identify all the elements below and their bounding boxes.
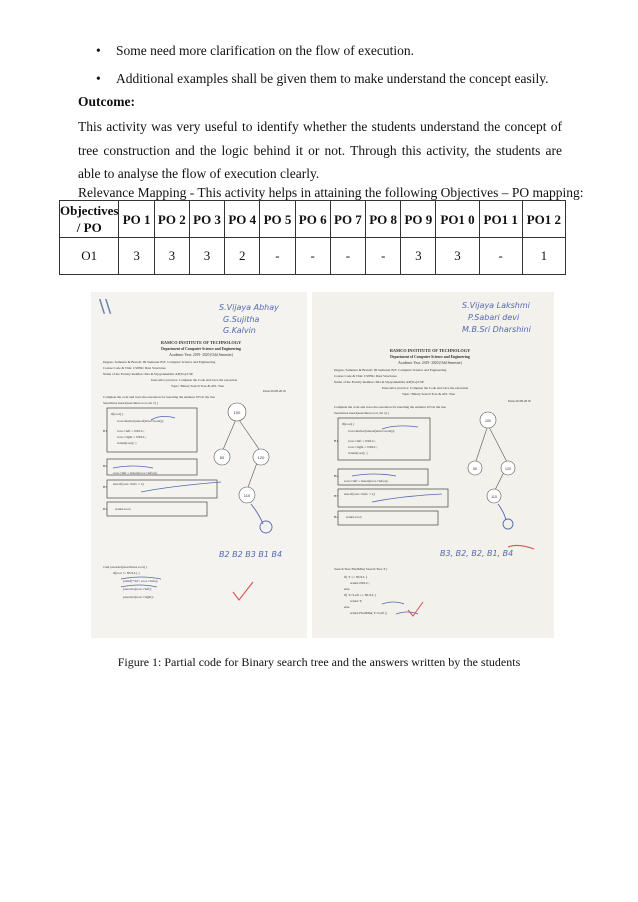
table-header-cell: PO 9 [401,201,436,238]
table-header-cell: PO 1 [119,201,154,238]
tree-node-label: 100 [485,419,491,423]
degree-line: Degree, Semester & Branch: III Semester B.E. Computer Science and Engineering [334,368,447,372]
tree-node-label: 100 [233,410,241,415]
table-cell: - [366,238,401,275]
code-line: else if(root->info < x) [113,482,144,486]
degree-line: Degree, Semester & Branch: III Semester B.E. Computer Science and Engineering [103,360,216,364]
table-row [60,238,566,275]
student-answer-photos [91,292,554,638]
institute-name: RAMCO INSTITUTE OF TECHNOLOGY [160,340,242,345]
code-line: preorder(root->left); [123,587,152,591]
code-line: void preorder(searchtree root) { [103,565,148,569]
answer-sheet-photo-right [312,292,554,638]
block-label: B3 [334,494,339,498]
signature-text: G.Sujitha [223,315,260,324]
code-line: return(root); } [117,441,137,445]
signature-text: S.Vijaya Abhay [219,303,279,312]
block-label: B4 [334,515,339,519]
handwritten-answer: B3, B2, B2, B1, B4 [440,549,514,558]
answer-sheet-photo-left [91,292,307,638]
bullet-marker: • [96,71,101,86]
table-cell: 3 [119,238,154,275]
tree-node-label: 120 [505,467,511,471]
bullet-item [96,42,576,60]
department-name: Department of Computer Science and Engineering [390,355,470,359]
table-header-cell: PO 3 [189,201,224,238]
block-label: B4 [103,507,108,511]
signature-text: G.Kalvin [223,326,256,335]
code-line: return root; [115,507,131,511]
code-line: root->left = insert(root->left,x); [113,471,158,475]
code-line: else [344,605,350,609]
block-label: B1 [103,429,108,433]
tree-node-label: 50 [473,467,477,471]
block-label: B2 [103,464,108,468]
academic-year: Academic Year: 2019- 2020 (Odd Semester) [398,361,462,365]
topic-line: Topic: Binary Search Tree & AVL Tree [171,384,225,388]
handwritten-answer: B2 B2 B3 B1 B4 [219,550,283,559]
code-line: preorder(root->right); [123,595,154,599]
table-cell: O1 [60,238,119,275]
code-line: else [344,587,350,591]
code-line: printf("%d", root->info); [123,579,158,583]
task-line: Complete the code and trace the execution for inserting the element 105 in the tree [334,405,447,409]
block-label: B3 [103,485,108,489]
date-line: Date:20.08.2019 [263,389,286,393]
signature-text: S.Vijaya Lakshmi [462,301,530,310]
code-line: return NULL; [350,581,370,585]
table-header-row [60,201,566,238]
svg-text:\\: \\ [99,296,112,317]
block-label: B1 [334,439,339,443]
block-label: B2 [334,474,339,478]
faculty-line: Name of the Faculty member: Mrs.R.Vijayalakshmi, AP(SG)/CSE [103,372,194,376]
faculty-line: Name of the Faculty member: Mrs.R.Vijayalakshmi, AP(SG)/CSE [334,380,425,384]
bullet-list [96,42,576,98]
tree-node-label: 110 [491,495,497,499]
code-line: if( T->Left == NULL ) [344,593,376,597]
code-line: return(root); } [348,451,368,455]
signature-text: P.Sabari devi [468,313,520,322]
code-line: root->left = insert(root->left,x); [344,479,389,483]
code-line: return root; [346,515,362,519]
table-cell: - [295,238,330,275]
table-cell: 3 [436,238,479,275]
bullet-marker: • [96,43,101,58]
table-header-cell: PO 6 [295,201,330,238]
po-mapping-table [59,200,566,275]
code-line: root=malloc(sizeof(struct node)); [348,429,395,433]
answer-sheet-left-svg [91,292,307,638]
table-cell: - [330,238,365,275]
bullet-text: Some need more clarification on the flow of execution. [116,43,415,58]
table-cell: 2 [225,238,260,275]
table-header-cell: PO 4 [225,201,260,238]
code-line: if( T == NULL ) [344,575,368,579]
code-line: Search Tree FindMin( Search Tree T ) [334,567,388,571]
table-cell: 3 [401,238,436,275]
code-line: root->right = NULL; [117,435,147,439]
table-cell: 3 [154,238,189,275]
date-line: Date:20.08.2019 [508,399,531,403]
relevance-mapping-text: Relevance Mapping - This activity helps in attaining the following Objectives – PO mapping: [78,185,584,200]
code-line: root->left = NULL; [117,429,145,433]
tree-node-label: 110 [243,493,251,498]
table-cell: - [260,238,295,275]
table-header-cell: PO 2 [154,201,189,238]
task-line: Complete the code and trace the execution for inserting the element 105 in the tree [103,395,216,399]
signature-text: M.B.Sri Dharshini [462,325,531,334]
code-line: else if(root->info < x) [344,492,375,496]
outcome-paragraph: This activity was very useful to identify whether the students understand the concept of tree construction and the logic behind it or not. Through this activity, the students are able to analyse the flow of execution clearly. [78,119,562,181]
code-line: if(root != NULL) { [113,571,140,575]
table-header-cell: PO1 1 [479,201,522,238]
practice-line: Innovative practice: Complete the Code and trace the execution [151,378,238,382]
code-line: return T; [350,599,363,603]
practice-line: Innovative practice: Complete the Code and trace the execution [382,386,469,390]
figure-caption: Figure 1: Partial code for Binary search tree and the answers written by the students [117,655,521,669]
institute-name: RAMCO INSTITUTE OF TECHNOLOGY [389,348,471,353]
answer-sheet-right-svg [312,292,554,638]
function-line: Searchtree insert(searchtree root, int x) { [334,411,390,415]
table-header-cell: Objectives / PO [60,201,119,238]
department-name: Department of Computer Science and Engineering [161,347,241,351]
table-header-cell: PO 7 [330,201,365,238]
function-line: Searchtree insert(searchtree root, int x) { [103,401,159,405]
table-header-cell: PO 8 [366,201,401,238]
tree-node-label: 120 [257,455,265,460]
code-line: root->right = NULL; [348,445,378,449]
table-cell: 3 [189,238,224,275]
code-line: root->left = NULL; [348,439,376,443]
code-line: if(root) { [342,422,355,426]
topic-line: Topic: Binary Search Tree & AVL Tree [402,392,456,396]
academic-year: Academic Year: 2019- 2020 (Odd Semester) [169,353,233,357]
table-cell: - [479,238,522,275]
bullet-item [96,70,576,88]
code-line: return FindMin( T->Left ); [350,611,388,615]
table-header-cell: PO1 0 [436,201,479,238]
course-line: Course Code & Title: CS8391 Data Structures [334,374,397,378]
table-header-cell: PO 5 [260,201,295,238]
tree-node-label: 50 [219,455,225,460]
code-line: if(root) { [111,412,124,416]
table-header-cell: PO1 2 [522,201,565,238]
outcome-heading: Outcome: [78,94,135,109]
code-line: root=malloc(sizeof(struct node)); [117,419,164,423]
course-line: Course Code & Title: CS8391 Data Structures [103,366,166,370]
table-cell: 1 [522,238,565,275]
bullet-text: Additional examples shall be given them to make understand the concept easily. [116,71,549,86]
